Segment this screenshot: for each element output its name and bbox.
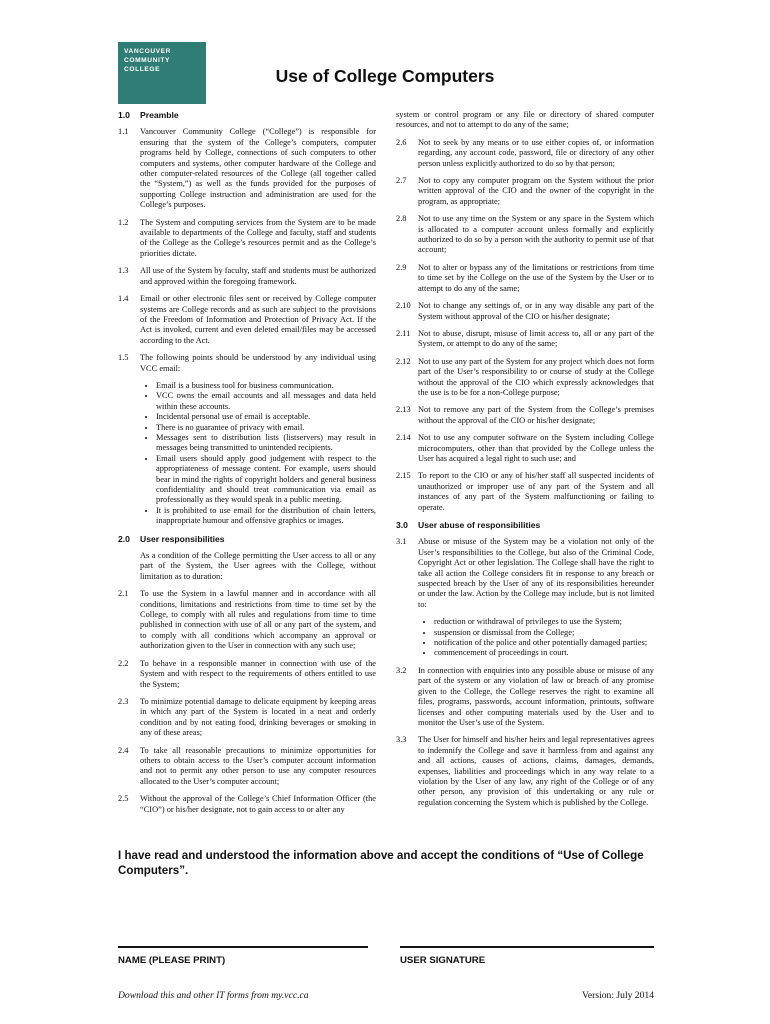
clause-2-10 xyxy=(396,301,654,322)
clause-number: 2.14 xyxy=(396,433,411,443)
clause-text: Not to use any time on the System or any space in the System which is allocated to a computer account unless formally and explicitly authorized to do so by a person with the authority to permit use of that account; xyxy=(418,214,654,255)
list-item: • suspension or dismissal from the College; xyxy=(434,628,654,638)
clause-text: Not to copy any computer program on the System without the prior written approval of the CIO and the owner of the copyright in the program, as appropriate; xyxy=(418,176,654,206)
clause-number: 2.3 xyxy=(118,696,129,706)
clause-number: 2.4 xyxy=(118,745,129,755)
section-number: 3.0 xyxy=(396,520,408,530)
clause-2-13 xyxy=(396,405,654,426)
footer-version: Version: July 2014 xyxy=(582,990,654,1001)
clause-number: 1.1 xyxy=(118,127,129,137)
list-item: • Email is a business tool for business communication. xyxy=(156,381,376,391)
clause-number: 2.9 xyxy=(396,262,407,272)
list-item: • It is prohibited to use email for the distribution of chain letters, inappropriate humour and offensive graphics or images. xyxy=(156,506,376,527)
name-signature-line[interactable] xyxy=(118,946,368,948)
section-title: Preamble xyxy=(140,110,179,120)
clause-number: 2.1 xyxy=(118,589,129,599)
section-title: User abuse of responsibilities xyxy=(418,520,541,530)
clause-2-8 xyxy=(396,214,654,256)
action-bullet-list xyxy=(396,617,654,659)
clause-text: Not to use any part of the System for any project which does not form part of the User’s responsibility to or course of study at the College without the approval of the CIO which expressly acknowledges that the use is to be for a non-College purpose; xyxy=(418,356,654,397)
clause-number: 2.5 xyxy=(118,794,129,804)
clause-text: The following points should be understood by any individual using VCC email: xyxy=(140,353,376,373)
clause-2-14 xyxy=(396,433,654,464)
section-heading-user-abuse xyxy=(396,520,654,530)
clause-text: To take all reasonable precautions to minimize opportunities for others to obtain access to the User’s computer account information and not to permit any other person to use any computer resources allocated to the User’s computer account; xyxy=(140,745,376,786)
clause-2-6 xyxy=(396,138,654,169)
clause-3-3 xyxy=(396,735,654,808)
clause-2-4 xyxy=(118,746,376,788)
email-bullet-list xyxy=(118,381,376,527)
clause-number: 2.10 xyxy=(396,301,411,311)
list-item: • notification of the police and other potentially damaged parties; xyxy=(434,638,654,648)
list-item: • Messages sent to distribution lists (listservers) may result in messages being transmitted to unintended recipients. xyxy=(156,433,376,454)
clause-1-2 xyxy=(118,218,376,260)
clause-text: To report to the CIO or any of his/her staff all suspected incidents of unauthorized or improper use of any part of the System and all instances of any part of the System malfunctioning or failing to operate. xyxy=(418,471,654,512)
clause-number: 2.2 xyxy=(118,658,129,668)
clause-text: Not to abuse, disrupt, misuse of limit access to, all or any part of the System, or attempt to do any of the same; xyxy=(418,328,654,349)
right-column xyxy=(396,110,654,815)
clause-text: To minimize potential damage to delicate equipment by keeping areas in which any part of the System is located in a neat and orderly condition and by not eating food, drinking beverages or smoking in any of these areas; xyxy=(140,696,376,738)
signature-label: USER SIGNATURE xyxy=(400,955,486,966)
section-heading-user-responsibilities xyxy=(118,534,376,544)
clause-number: 2.13 xyxy=(396,405,411,415)
logo-line-1: VANCOUVER xyxy=(124,48,172,55)
clause-2-7 xyxy=(396,176,654,207)
footer-download-note: Download this and other IT forms from my.vcc.ca xyxy=(118,990,309,1001)
clause-text: To behave in a responsible manner in connection with use of the System and with respect to the requirements of others entitled to use the System; xyxy=(140,658,376,689)
name-label: NAME (PLEASE PRINT) xyxy=(118,955,226,966)
left-column xyxy=(118,110,376,822)
clause-number: 1.3 xyxy=(118,266,129,276)
clause-number: 3.3 xyxy=(396,735,407,745)
clause-number: 2.15 xyxy=(396,471,411,481)
clause-1-4 xyxy=(118,294,376,346)
clause-2-9 xyxy=(396,263,654,294)
acknowledgement-statement: I have read and understood the information above and accept the conditions of “Use of College Computers”. xyxy=(118,849,644,877)
clause-3-1 xyxy=(396,537,654,610)
clause-text: Not to remove any part of the System from the College’s premises without the approval of the CIO or his/her designate; xyxy=(418,405,654,425)
section-heading-preamble xyxy=(118,110,376,120)
section-number: 1.0 xyxy=(118,110,130,120)
clause-text: Abuse or misuse of the System may be a violation not only of the User’s responsibilities to the College, but also of the Criminal Code, Copyright Act or other legislation. The College shall have the right to take all action the College considers fit in response to any breach or suspected breach by the User of any of its responsibilities hereunder or under the law. Action by the College may include, but is not limited to: xyxy=(418,537,655,609)
logo-line-3: COLLEGE xyxy=(124,66,161,73)
clause-number: 3.1 xyxy=(396,537,407,547)
list-item: • commencement of proceedings in court. xyxy=(434,648,654,658)
clause-text: Not to alter or bypass any of the limitations or restrictions from time to time set by the College on the use of the System by the User or to attempt to do any of the same; xyxy=(418,262,654,293)
list-item: • Incidental personal use of email is acceptable. xyxy=(156,412,376,422)
section-title: User responsibilities xyxy=(140,533,225,544)
clause-number: 1.2 xyxy=(118,217,129,227)
clause-number: 2.11 xyxy=(396,328,411,338)
clause-2-12 xyxy=(396,357,654,399)
list-item: • reduction or withdrawal of privileges to use the System; xyxy=(434,617,654,627)
clause-2-5-continued: system or control program or any file or directory of shared computer resources, and not to attempt to do any of the same; xyxy=(396,110,654,130)
clause-text: To use the System in a lawful manner and in accordance with all conditions, limitations and restrictions from time to time set by the College, to comply with all rules and regulations from time to time published in connection with use of all or any part of the system, and to comply with all conditions which accompany an approval or authorization given to the User in connection with any such use; xyxy=(140,589,376,651)
clause-text: Not to change any settings of, or in any way disable any part of the System without approval of the CIO or his/her designate; xyxy=(418,301,654,321)
clause-text: Vancouver Community College (“College”) is responsible for ensuring that the system of the College’s computers, computer programs held by College, connections of such computers to other computers and systems, other computer hardware of the College and other computer-related resources of the College (all together called the “System,”) as well as the funds provided for the purposes of supporting College instruction and administration are used for the College’s purposes. xyxy=(140,127,376,210)
list-item: • Email users should apply good judgement with respect to the appropriateness of message content. For example, users should bear in mind the rights of copyright holders and general business confidentiality and should treat communication via email as professionally as they would speak in a public meeting. xyxy=(156,454,376,506)
clause-2-1 xyxy=(118,589,376,651)
clause-3-2 xyxy=(396,666,654,728)
clause-2-3 xyxy=(118,697,376,739)
clause-text: The System and computing services from the System are to be made available to departments of the College and faculty, staff and students of the College as the College’s resources permit and as the College’s priorities dictate. xyxy=(140,217,376,258)
list-item: • VCC owns the email accounts and all messages and data held within these accounts. xyxy=(156,391,376,412)
clause-text: Without the approval of the College’s Chief Information Officer (the “CIO”) or his/her designate, not to gain access to or alter any xyxy=(140,794,376,814)
clause-number: 1.4 xyxy=(118,294,129,304)
clause-2-15 xyxy=(396,471,654,513)
logo-line-2: COMMUNITY xyxy=(124,57,171,64)
clause-text: Not to use any computer software on the System including College microcomputers, other than that provided by the College unless the User has acquired a legal right to such use; and xyxy=(418,433,654,463)
clause-text: The User for himself and his/her heirs and legal representatives agrees to indemnify the College and save it harmless from and against any and all actions, causes of actions, claims, damages, demands, expenses, liabilities and proceedings which in any way relate to a violation by the User of any law, any right of the College or of any other person, any provision of this undertaking or any rule or regulation concerning the System which is published by the College. xyxy=(418,735,654,807)
clause-number: 2.12 xyxy=(396,356,411,366)
clause-1-3 xyxy=(118,266,376,287)
section-intro: As a condition of the College permitting the User access to all or any part of the System, the User agrees with the College, without limitation as to duration: xyxy=(140,551,376,581)
clause-number: 2.8 xyxy=(396,214,407,224)
clause-1-1 xyxy=(118,127,376,210)
clause-text: Not to seek by any means or to use either copies of, or information regarding, any account code, password, file or directory of any other person unless explicitly authorized to do so by that person; xyxy=(418,137,654,168)
clause-2-5 xyxy=(118,794,376,815)
clause-2-2 xyxy=(118,659,376,690)
clause-number: 3.2 xyxy=(396,665,407,675)
clause-1-5 xyxy=(118,353,376,374)
clause-text: In connection with enquiries into any possible abuse or misuse of any part of the system or any violation of law or breach of any promise given to the College, the College reserves the right to examine all files, programs, passwords, account information, printouts, software licenses and other computing materials used by the User and to monitor the User’s use of the System. xyxy=(418,665,654,727)
clause-number: 1.5 xyxy=(118,353,129,363)
clause-2-11 xyxy=(396,329,654,350)
document-title: Use of College Computers xyxy=(275,66,495,86)
list-item: • There is no guarantee of privacy with email. xyxy=(156,423,376,433)
clause-number: 2.6 xyxy=(396,137,407,147)
clause-number: 2.7 xyxy=(396,176,407,186)
section-number: 2.0 xyxy=(118,533,130,544)
clause-text: Email or other electronic files sent or received by College computer systems are College records and as such are subject to the provisions of the Freedom of Information and Protection of Privacy Act. If the Act is invoked, current and even deleted email/files may be accessed according to the Act. xyxy=(140,294,376,345)
user-signature-line[interactable] xyxy=(400,946,654,948)
clause-text: All use of the System by faculty, staff and students must be authorized and approved within the foregoing framework. xyxy=(140,266,376,286)
